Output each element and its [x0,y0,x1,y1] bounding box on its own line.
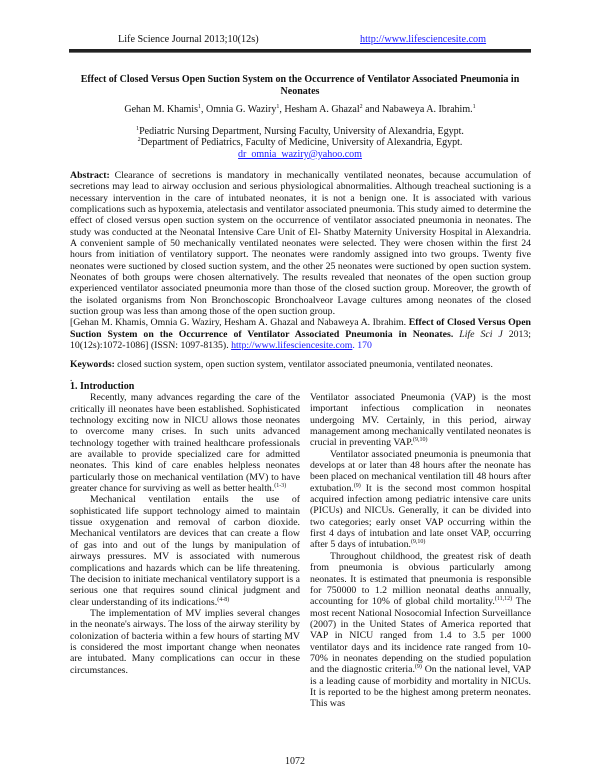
citation-url-link[interactable]: http://www.lifesciencesite.com [231,340,353,352]
paragraph-text: Recently, many advances regarding the care of the critically ill neonates have been established. Sophisticated technology exciting now in NICU allows those neonates to overcome many crises. In such units advanced technology together with trained healthcare professionals are available to provide specialized care for admitted neonates. This kind of care enables helpless neonates particularly those on mechanical ventilation (MV) to have greater chance for surviving as well as better health. [70,392,300,495]
author: Omnia G. Waziry [205,104,277,115]
paragraph-text: The implementation of MV implies several changes in the neonate's airways. The loss of the airway sterility by colonization of bacteria within a few hours of starting MV is considered the most important change when neonates are intubated. Many complications can occur in these circumstances. [70,607,300,676]
affiliation-mark: 2 [137,137,141,144]
paragraph [70,392,300,494]
citation-ref: (9,10) [410,539,426,546]
affiliation-mark: 1 [136,126,140,132]
paragraph [310,449,531,551]
paragraph [70,494,300,607]
author: Hesham A. Ghazal [284,104,360,115]
citation-ref: (4-8) [217,596,230,603]
citation-ref: (11,12) [494,596,513,603]
section-heading: 1. Introduction [70,381,135,392]
paragraph [310,551,531,710]
journal-url-link[interactable]: http://www.lifesciencesite.com [360,34,487,45]
separator: , [200,104,206,115]
affiliation-mark: 1 [472,104,476,110]
affiliation-mark: 2 [359,104,363,110]
citation-details: 2013; 10(12s):1072-1086] (ISSN: 1097-8135). [70,328,532,352]
affiliation-1 [60,126,540,137]
right-column [310,381,531,710]
keywords [70,359,531,370]
email-link[interactable]: dr_omnia_waziry@yahoo.com [238,148,362,160]
author-list [60,104,540,115]
abstract-text: Clearance of secretions is mandatory in mechanically ventilated neonates, because accumulation of secretions may lead to airway occlusion and serious physiological abnormalities. Although treacheal suctioning is a necessary intervention in the care of intubated neonates, it is not a benign one. It is associated with various complications such as hypoxemia, atelectasis and ventilator associated pneumonia. This study aimed to determine the effect of closed versus open suction system on the occurrence of ventilator associated pneumonia in neonates. The study was conducted at the Neonatal Intensive Care Unit of El- Shatby Maternity University Hospital in Alexandria. A convenient sample of 50 mechanically ventilated neonates were selected. They were chosen within the first 24 hours from initiation of ventilatory support. The neonates were randomly assigned into two groups. Twenty five neonates were suctioned by closed suction system, and the other 25 neonates were suctioned by open suction system. Neonates of both groups were chosen alternatively. The results revealed that neonates of the open suction group experienced ventilator associated pneumonia more than those of the closed suction group. Moreover, the growth of the isolated organisms from Non Bronchoscopic Bronchoalveor Lavage cultures among neonates of the closed suction group was less than among those of the open suction group. [70,170,531,318]
paragraph [310,392,531,449]
running-header [0,34,600,48]
citation-journal: Life Sci J [459,328,503,340]
citation-ref: (9) [414,664,422,671]
affiliation-2 [60,137,540,148]
header-rule [69,49,531,53]
separator: and [362,104,383,115]
author: Gehan M. Khamis [124,104,198,115]
citation-title: Effect of Closed Versus Open Suction System on the Occurrence of Ventilator Associated Pneumonia in Neonates. [70,317,532,340]
citation-ref: (9) [353,482,361,489]
paragraph [70,608,300,676]
paragraph-text: On the national level, VAP is a leading cause of morbidity and mortality in NICUs. It is reported to be the highest among preterm neonates. This was [310,664,531,710]
paragraph-text: Ventilator associated Pneumonia (VAP) is the most important infectious complication in neonates undergoing MV. Certainly, in this period, airway management among mechanically ventilated neonates is crucial in preventing VAP. [310,392,531,449]
abstract-label: Abstract: [70,170,110,181]
citation-authors: [Gehan M. Khamis, Omnia G. Waziry, Hesham A. Ghazal and Nabaweya A. Ibrahim. [70,317,407,329]
stray-dot: . [70,373,73,383]
left-column [70,381,300,676]
citation-ref: (1-3) [274,483,287,490]
paper-title: Effect of Closed Versus Open Suction System on the Occurrence of Ventilator Associated Pneumonia in Neonates [80,74,520,97]
journal-name: Life Science Journal 2013;10(12s) [118,34,259,45]
citation-ref: (9,10) [413,437,428,444]
page-number: 1072 [285,756,305,767]
paragraph-text: Mechanical ventilation entails the use of sophisticated life support technology aimed to maintain tissue oxygenation and removal of carbon dioxide. Mechanical ventilators are devices that can create a flow of gas into and out of the lungs by manipulation of airways pressures. MV is associated with numerous complications and hazards which can be life threatening. The decision to initiate mechanical ventilatory support is a serious one that requires sound clinical judgment and clear understanding of its indications. [70,494,300,608]
paragraph-text: It is the second most common hospital acquired infection among pediatric intensive care units (PICUs) and NICUs. Generally, it can be divided into two categories; early onset VAP occurring within the first 4 days of intubation and late onset VAP, occurring after 5 days of intubation. [310,482,531,551]
paragraph-text: Throughout childhood, the greatest risk of death from pneumonia is obvious particularly among neonates. It is estimated that pneumonia is responsible for 750000 to 1.2 million neonatal deaths annually, accounting for 10% of global child mortality. [310,550,531,608]
separator: , [279,104,285,115]
author: Nabaweya A. Ibrahim. [382,104,473,115]
paragraph-text: The most recent National Nosocomial Infection Surveillance (2007) in the United States of America reported that VAP in NICU ranged from 1.4 to 3.5 per 1000 ventilator days and its incidence rate ranged from 10-70% in neonates depending on the studied population and the diagnostic criteria. [310,596,531,676]
affiliation-text: Department of Pediatrics, Faculty of Medicine, University of Alexandria, Egypt. [140,137,463,149]
keywords-label: Keywords: [70,359,115,370]
affiliation-text: Pediatric Nursing Department, Nursing Faculty, University of Alexandria, Egypt. [139,126,464,137]
keywords-text: closed suction system, open suction system, ventilator associated pneumonia, ventilated neonates. [117,359,493,370]
paragraph-text: Ventilator associated pneumonia is pneumonia that develops at or later than 48 hours after the neonate has been placed on mechanical ventilation till 48 hours after extubation. [310,448,531,494]
abstract [70,170,531,352]
affiliation-mark: 1 [276,104,280,110]
citation-number: . 170 [352,340,372,352]
affiliations [60,126,540,160]
affiliation-mark: 1 [197,104,201,110]
